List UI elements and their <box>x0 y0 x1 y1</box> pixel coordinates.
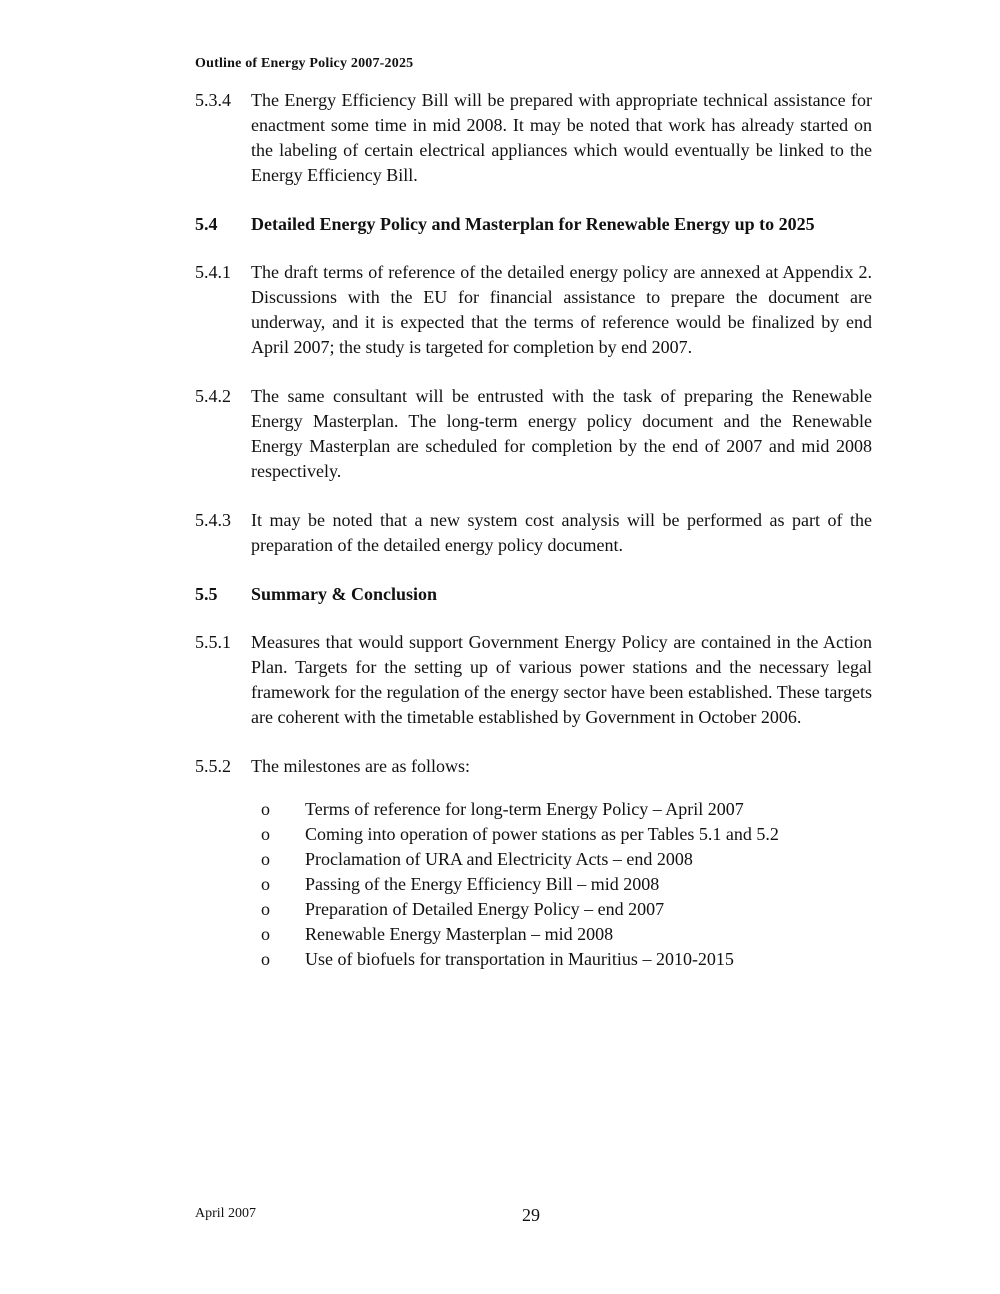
paragraph-text: The Energy Efficiency Bill will be prepared with appropriate technical assistance for enactment some time in mid 2008. It may be noted that work has already started on the labeling of certain electrical appliances which would eventually be linked to the Energy Efficiency Bill. <box>251 90 872 185</box>
milestones-list <box>195 797 872 972</box>
paragraph-text: Measures that would support Government Energy Policy are contained in the Action Plan. Targets for the setting up of various power stations and the necessary legal framework for the regulation of the energy sector have been established. These targets are coherent with the timetable established by Government in October 2006. <box>251 632 872 727</box>
bullet-icon: o <box>261 874 270 894</box>
paragraph-number: 5.5.2 <box>195 756 231 776</box>
paragraph-5-4-1 <box>195 260 872 360</box>
section-number: 5.4 <box>195 214 218 234</box>
list-item <box>261 847 872 872</box>
milestone-text: Passing of the Energy Efficiency Bill – mid 2008 <box>305 874 660 894</box>
list-item <box>261 897 872 922</box>
bullet-icon: o <box>261 949 270 969</box>
footer-date: April 2007 <box>195 1206 257 1221</box>
page-content <box>195 88 872 972</box>
paragraph-5-5-1 <box>195 630 872 730</box>
section-number: 5.5 <box>195 584 218 604</box>
paragraph-5-4-2 <box>195 384 872 484</box>
bullet-icon: o <box>261 799 270 819</box>
milestone-text: Use of biofuels for transportation in Mauritius – 2010-2015 <box>305 949 734 969</box>
milestone-text: Proclamation of URA and Electricity Acts – end 2008 <box>305 849 693 869</box>
list-item <box>261 872 872 897</box>
milestone-text: Coming into operation of power stations as per Tables 5.1 and 5.2 <box>305 824 779 844</box>
running-header: Outline of Energy Policy 2007-2025 <box>195 56 414 71</box>
paragraph-text: The milestones are as follows: <box>251 756 470 776</box>
list-item <box>261 797 872 822</box>
section-heading-5-4 <box>195 212 872 237</box>
paragraph-5-4-3 <box>195 508 872 558</box>
paragraph-5-5-2 <box>195 754 872 779</box>
section-heading-5-5 <box>195 582 872 607</box>
paragraph-text: The same consultant will be entrusted with the task of preparing the Renewable Energy Masterplan. The long-term energy policy document and the Renewable Energy Masterplan are scheduled for completion by the end of 2007 and mid 2008 respectively. <box>251 386 872 481</box>
paragraph-number: 5.3.4 <box>195 90 231 110</box>
paragraph-number: 5.4.1 <box>195 262 231 282</box>
paragraph-text: The draft terms of reference of the detailed energy policy are annexed at Appendix 2. Discussions with the EU for financial assistance to prepare the document are underway, and it is expected that the terms of reference would be finalized by end April 2007; the study is targeted for completion by end 2007. <box>251 262 872 357</box>
paragraph-number: 5.4.2 <box>195 386 231 406</box>
bullet-icon: o <box>261 899 270 919</box>
paragraph-5-3-4 <box>195 88 872 188</box>
list-item <box>261 947 872 972</box>
bullet-icon: o <box>261 849 270 869</box>
milestone-text: Renewable Energy Masterplan – mid 2008 <box>305 924 614 944</box>
list-item <box>261 922 872 947</box>
paragraph-number: 5.5.1 <box>195 632 231 652</box>
section-title: Detailed Energy Policy and Masterplan for Renewable Energy up to 2025 <box>251 214 815 234</box>
milestone-text: Preparation of Detailed Energy Policy – end 2007 <box>305 899 665 919</box>
milestone-text: Terms of reference for long-term Energy Policy – April 2007 <box>305 799 744 819</box>
section-title: Summary & Conclusion <box>251 584 438 604</box>
paragraph-text: It may be noted that a new system cost analysis will be performed as part of the preparation of the detailed energy policy document. <box>251 510 872 555</box>
list-item <box>261 822 872 847</box>
bullet-icon: o <box>261 924 270 944</box>
paragraph-number: 5.4.3 <box>195 510 231 530</box>
page-number: 29 <box>522 1205 540 1225</box>
bullet-icon: o <box>261 824 270 844</box>
